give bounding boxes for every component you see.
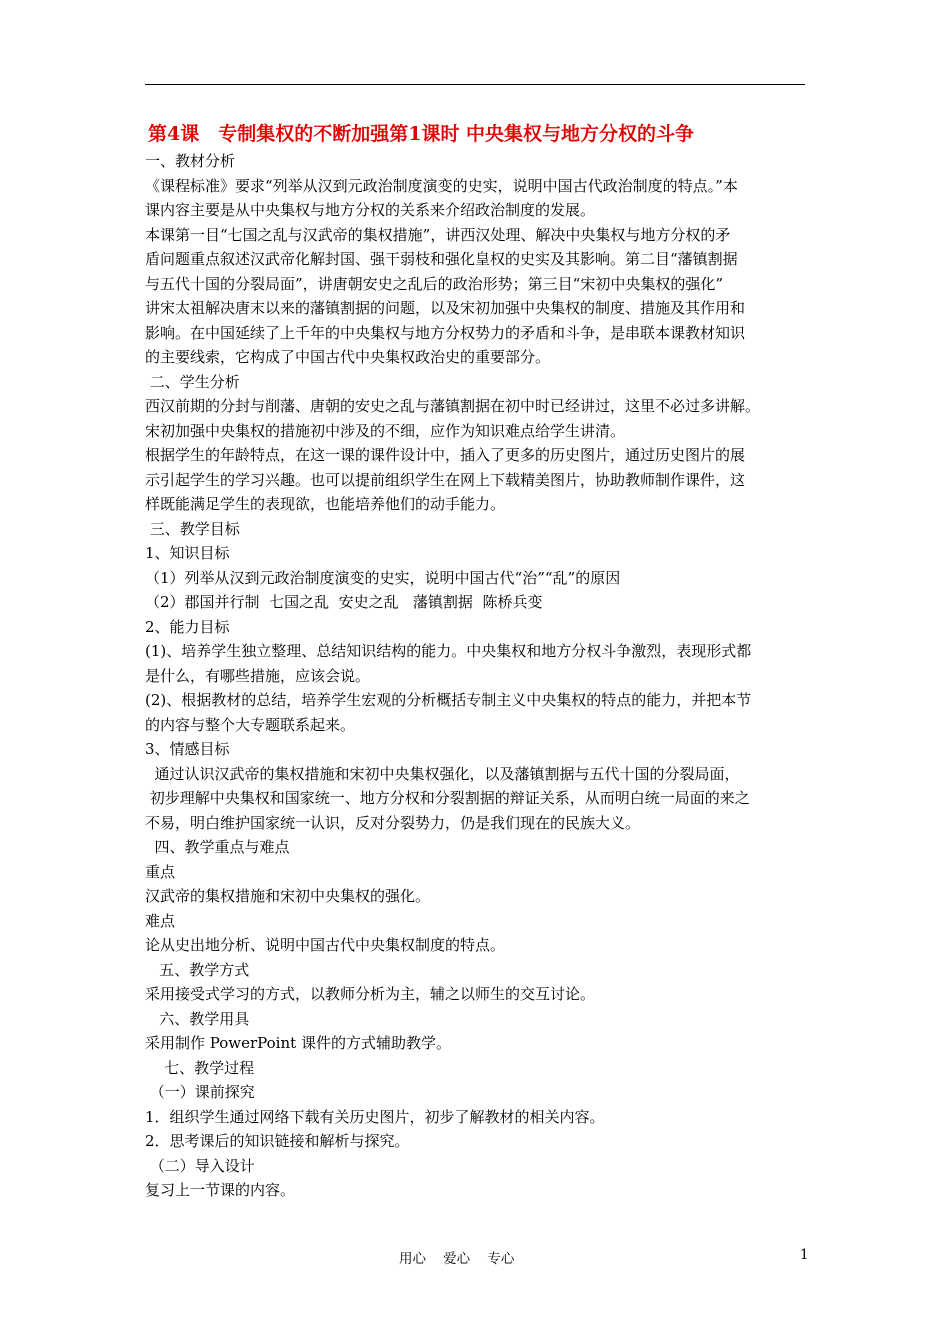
text-line: 本课第一目“七国之乱与汉武帝的集权措施”，讲西汉处理、解决中央集权与地方分权的矛 (145, 225, 731, 244)
document-body (145, 119, 810, 1203)
text-line: 根据学生的年龄特点，在这一课的课件设计中，插入了更多的历史图片，通过历史图片的展 (145, 446, 746, 464)
text-line: 是什么，有哪些措施，应该会说。 (145, 666, 371, 685)
text-line: （2）郡国并行制 七国之乱 安史之乱 藩镇割据 陈桥兵变 (145, 593, 543, 611)
text-line: 采用接受式学习的方式，以教师分析为主，辅之以师生的交互讨论。 (145, 985, 596, 1003)
text-line: 不易，明白维护国家统一认识，反对分裂势力，仍是我们现在的民族大义。 (145, 813, 641, 832)
text-line: 七、教学过程 (145, 1058, 255, 1077)
text-line: 通过认识汉武帝的集权措施和宋初中央集权强化，以及藩镇割据与五代十国的分裂局面， (145, 764, 740, 783)
text-line: 《课程标准》要求“列举从汉到元政治制度演变的史实，说明中国古代政治制度的特点。”本 (145, 176, 738, 195)
text-line: 难点 (145, 911, 176, 930)
text-line: 示引起学生的学习兴趣。也可以提前组织学生在网上下载精美图片，协助教师制作课件，这 (145, 470, 746, 489)
body-text (145, 149, 810, 1203)
text-line: (1)、培养学生独立整理、总结知识结构的能力。中央集权和地方分权斗争激烈，表现形式都 (145, 642, 752, 660)
text-line: 样既能满足学生的表现欲，也能培养他们的动手能力。 (145, 495, 506, 513)
page-number: 1 (800, 1247, 809, 1263)
lesson-title: 第4课 专制集权的不断加强第1课时 中央集权与地方分权的斗争 (148, 123, 695, 145)
text-line: 2．思考课后的知识链接和解析与探究。 (145, 1132, 410, 1150)
text-line: 六、教学用具 (145, 1009, 250, 1028)
text-line: （二）导入设计 (145, 1156, 255, 1175)
text-line: 影响。在中国延续了上千年的中央集权与地方分权势力的矛盾和斗争，是串联本课教材知识 (145, 323, 746, 342)
header-rule (145, 84, 805, 85)
text-line: 复习上一节课的内容。 (145, 1181, 296, 1199)
text-line: 盾问题重点叙述汉武帝化解封国、强干弱枝和强化皇权的史实及其影响。第二目“藩镇割据 (145, 250, 738, 268)
text-line: 一、教材分析 (145, 152, 236, 170)
text-line: 1、知识目标 (145, 544, 230, 562)
text-line: 3、情感目标 (145, 740, 230, 758)
footer-motto: 用心 爱心 专心 (399, 1251, 515, 1267)
text-line: 三、教学目标 (145, 519, 240, 538)
text-line: 的主要线索，它构成了中国古代中央集权政治史的重要部分。 (145, 348, 551, 366)
text-line: 初步理解中央集权和国家统一、地方分权和分裂割据的辩证关系，从而明白统一局面的来之 (145, 789, 750, 807)
text-line: 重点 (145, 862, 176, 881)
text-line: 1．组织学生通过网络下载有关历史图片，初步了解教材的相关内容。 (145, 1107, 605, 1126)
text-line: 西汉前期的分封与削藩、唐朝的安史之乱与藩镇割据在初中时已经讲过，这里不必过多讲解。 (145, 397, 761, 415)
text-line: 四、教学重点与难点 (145, 838, 290, 856)
text-line: 与五代十国的分裂局面”，讲唐朝安史之乱后的政治形势；第三目“宋初中央集权的强化” (145, 274, 724, 293)
text-line: 二、学生分析 (145, 372, 240, 391)
text-line: 的内容与整个大专题联系起来。 (145, 715, 356, 734)
text-line: (2)、根据教材的总结，培养学生宏观的分析概括专制主义中央集权的特点的能力，并把本节 (145, 691, 752, 709)
text-line: （一）课前探究 (145, 1083, 255, 1101)
text-line: （1）列举从汉到元政治制度演变的史实，说明中国古代“治”“乱”的原因 (145, 568, 621, 587)
text-line: 课内容主要是从中央集权与地方分权的关系来介绍政治制度的发展。 (145, 201, 596, 219)
text-line: 采用制作 PowerPoint 课件的方式辅助教学。 (145, 1034, 451, 1052)
text-line: 汉武帝的集权措施和宋初中央集权的强化。 (145, 887, 431, 905)
text-line: 2、能力目标 (145, 617, 230, 636)
text-line: 宋初加强中央集权的措施初中涉及的不细，应作为知识难点给学生讲清。 (145, 421, 626, 440)
text-line: 五、教学方式 (145, 960, 250, 979)
text-line: 论从史出地分析、说明中国古代中央集权制度的特点。 (145, 936, 506, 954)
text-line: 讲宋太祖解决唐末以来的藩镇割据的问题，以及宋初加强中央集权的制度、措施及其作用和 (145, 299, 746, 317)
